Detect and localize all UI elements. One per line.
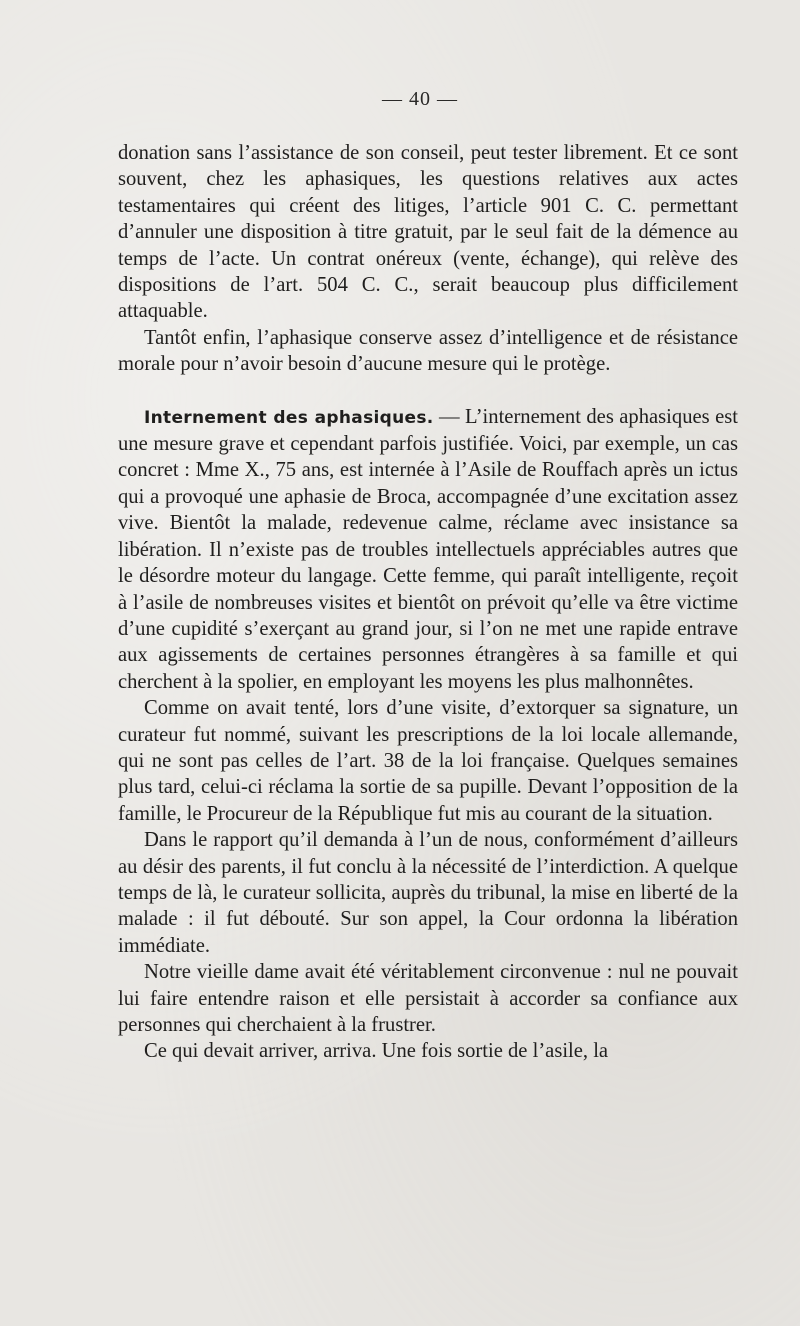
page-number: — 40 — <box>382 88 458 110</box>
paragraph-1: donation sans l’assistance de son conseil, peut tester librement. Et ce sont souvent, chez les aphasiques, les questions relatives aux actes testamentaires qui créent des litiges, l’article 901 C. C. permettant d’annuler une disposition à titre gratuit, par le seul fait de la démence au temps de l’acte. Un contrat onéreux (vente, échange), qui relève des dispositions de l’art. 504 C. C., serait beaucoup plus difficilement attaquable. <box>118 142 738 323</box>
paragraph-2: Tantôt enfin, l’aphasique conserve assez d’intelligence et de résistance morale pour n’avoir besoin d’aucune mesure qui le protège. <box>118 326 738 376</box>
section-heading: Internement des aphasiques. <box>144 407 434 428</box>
paragraph-4: Comme on avait tenté, lors d’une visite, d’extorquer sa signature, un curateur fut nommé, suivant les prescriptions de la loi locale allemande, qui ne sont pas celles de l’art. 38 de la loi française. Quelques semaines plus tard, celui-ci réclama la sortie de sa pupille. Devant l’opposition de la famille, le Procureur de la République fut mis au courant de la situation. <box>118 697 738 825</box>
paragraph-3-text: — L’internement des aphasiques est une mesure grave et cependant parfois justifiée. Voici, par exemple, un cas concret : Mme X., 75 ans, est internée à l’Asile de Rouffach après un ictus qui a provoqué une aphasie de Broca, accompagnée d’une excitation assez vive. Bientôt la malade, redevenue calme, réclame avec insistance sa libération. Il n’existe pas de troubles intellectuels appréciables autres que le désordre moteur du langage. Cette femme, qui paraît intelligente, reçoit à l’asile de nombreuses visites et bientôt on prévoit qu’elle va être victime d’une cupidité s’exerçant au grand jour, si l’on ne met une rapide entrave aux agissements de certaines personnes étrangères à sa famille et qui cherchent à la spolier, en employant les moyens les plus malhonnêtes. <box>118 405 738 693</box>
paragraph-7: Ce qui devait arriver, arriva. Une fois sortie de l’asile, la <box>144 1040 609 1063</box>
paragraph-5: Dans le rapport qu’il demanda à l’un de nous, conformément d’ailleurs au désir des parents, il fut conclu à la nécessité de l’interdiction. A quelque temps de là, le curateur sollicita, auprès du tribunal, la mise en liberté de la malade : il fut débouté. Sur son appel, la Cour ordonna la libération immédiate. <box>118 829 738 957</box>
body-text <box>118 140 738 1065</box>
paragraph-6: Notre vieille dame avait été véritablement circonvenue : nul ne pouvait lui faire entendre raison et elle persistait à accorder sa confiance aux personnes qui cherchaient à la frustrer. <box>118 961 738 1036</box>
paragraph-3 <box>118 404 738 695</box>
